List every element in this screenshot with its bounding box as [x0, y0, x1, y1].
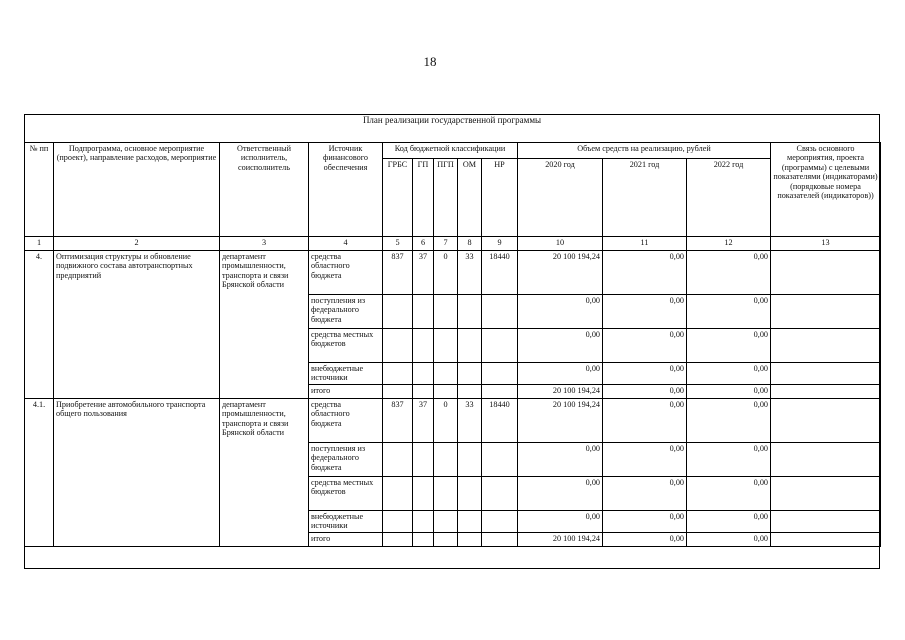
header-executor: Ответственный исполнитель, соисполнитель	[220, 143, 309, 237]
amount-2020: 0,00	[518, 511, 603, 533]
column-number: 1	[25, 237, 54, 251]
amount-2021: 0,00	[603, 443, 687, 477]
grbs-cell	[383, 329, 413, 363]
gp-cell	[413, 533, 434, 547]
gp-cell: 37	[413, 399, 434, 443]
gp-cell	[413, 511, 434, 533]
grbs-cell	[383, 511, 413, 533]
amount-2020: 0,00	[518, 477, 603, 511]
header-om: ОМ	[458, 159, 482, 237]
header-volume: Объем средств на реализацию, рублей	[518, 143, 771, 159]
gp-cell	[413, 385, 434, 399]
grbs-cell	[383, 295, 413, 329]
page-number: 18	[423, 54, 437, 69]
source-cell: поступления из федерального бюджета	[309, 443, 383, 477]
source-cell: внебюджетные источники	[309, 511, 383, 533]
link-cell	[771, 295, 881, 329]
np-cell	[482, 329, 518, 363]
om-cell	[458, 295, 482, 329]
grbs-cell	[383, 443, 413, 477]
pgp-cell	[434, 363, 458, 385]
amount-2021: 0,00	[603, 511, 687, 533]
amount-2021: 0,00	[603, 477, 687, 511]
pgp-cell: 0	[434, 399, 458, 443]
column-number: 8	[458, 237, 482, 251]
header-2021: 2021 год	[603, 159, 687, 237]
header-grbs: ГРБС	[383, 159, 413, 237]
plan-table	[24, 142, 881, 547]
column-number: 4	[309, 237, 383, 251]
amount-2021: 0,00	[603, 251, 687, 295]
pgp-cell: 0	[434, 251, 458, 295]
column-number-row	[25, 237, 881, 251]
amount-2020: 0,00	[518, 329, 603, 363]
executor-cell: департамент промышленности, транспорта и связи Брянской области	[220, 251, 309, 399]
amount-2022: 0,00	[687, 295, 771, 329]
header-program: Подпрограмма, основное мероприятие (проект), направление расходов, мероприятие	[54, 143, 220, 237]
om-cell	[458, 363, 482, 385]
grbs-cell	[383, 385, 413, 399]
amount-2020: 0,00	[518, 363, 603, 385]
amount-2022: 0,00	[687, 251, 771, 295]
plan-body	[25, 251, 881, 547]
column-number: 11	[603, 237, 687, 251]
np-cell	[482, 363, 518, 385]
amount-2022: 0,00	[687, 385, 771, 399]
np-cell	[482, 533, 518, 547]
header-pgp: ПГП	[434, 159, 458, 237]
column-number: 12	[687, 237, 771, 251]
link-cell	[771, 511, 881, 533]
source-cell: поступления из федерального бюджета	[309, 295, 383, 329]
amount-2021: 0,00	[603, 295, 687, 329]
link-cell	[771, 533, 881, 547]
program-name: Приобретение автомобильного транспорта общего пользования	[54, 399, 220, 547]
np-cell	[482, 443, 518, 477]
link-cell	[771, 363, 881, 385]
program-name: Оптимизация структуры и обновление подвижного состава автотранспортных предприятий	[54, 251, 220, 399]
source-cell: итого	[309, 533, 383, 547]
np-cell: 18440	[482, 251, 518, 295]
amount-2022: 0,00	[687, 399, 771, 443]
om-cell: 33	[458, 251, 482, 295]
amount-2020: 20 100 194,24	[518, 385, 603, 399]
link-cell	[771, 251, 881, 295]
gp-cell	[413, 443, 434, 477]
grbs-cell: 837	[383, 399, 413, 443]
source-cell: итого	[309, 385, 383, 399]
source-cell: средства областного бюджета	[309, 399, 383, 443]
grbs-cell: 837	[383, 251, 413, 295]
column-number: 10	[518, 237, 603, 251]
grbs-cell	[383, 533, 413, 547]
row-number: 4.1.	[25, 399, 54, 547]
header-2022: 2022 год	[687, 159, 771, 237]
source-cell: внебюджетные источники	[309, 363, 383, 385]
column-number: 9	[482, 237, 518, 251]
column-number: 13	[771, 237, 881, 251]
link-cell	[771, 399, 881, 443]
header-gp: ГП	[413, 159, 434, 237]
pgp-cell	[434, 533, 458, 547]
column-number: 3	[220, 237, 309, 251]
source-cell: средства местных бюджетов	[309, 329, 383, 363]
link-cell	[771, 443, 881, 477]
np-cell	[482, 511, 518, 533]
gp-cell	[413, 329, 434, 363]
amount-2022: 0,00	[687, 511, 771, 533]
amount-2022: 0,00	[687, 329, 771, 363]
amount-2021: 0,00	[603, 363, 687, 385]
header-2020: 2020 год	[518, 159, 603, 237]
link-cell	[771, 477, 881, 511]
amount-2021: 0,00	[603, 385, 687, 399]
gp-cell: 37	[413, 251, 434, 295]
link-cell	[771, 329, 881, 363]
om-cell	[458, 385, 482, 399]
om-cell	[458, 511, 482, 533]
amount-2022: 0,00	[687, 363, 771, 385]
pgp-cell	[434, 477, 458, 511]
pgp-cell	[434, 443, 458, 477]
amount-2021: 0,00	[603, 399, 687, 443]
amount-2020: 20 100 194,24	[518, 251, 603, 295]
np-cell	[482, 477, 518, 511]
column-number: 2	[54, 237, 220, 251]
header-link: Связь основного мероприятия, проекта (программы) с целевыми показателями (индикаторами) (порядковые номера показателей (индикаторов))	[771, 143, 881, 237]
gp-cell	[413, 295, 434, 329]
om-cell	[458, 533, 482, 547]
source-cell: средства местных бюджетов	[309, 477, 383, 511]
pgp-cell	[434, 385, 458, 399]
gp-cell	[413, 477, 434, 511]
amount-2022: 0,00	[687, 533, 771, 547]
pgp-cell	[434, 295, 458, 329]
table-row	[25, 399, 881, 443]
column-number: 5	[383, 237, 413, 251]
np-cell: 18440	[482, 399, 518, 443]
np-cell	[482, 385, 518, 399]
column-number: 6	[413, 237, 434, 251]
om-cell: 33	[458, 399, 482, 443]
row-number: 4.	[25, 251, 54, 399]
pgp-cell	[434, 511, 458, 533]
header-budget-code: Код бюджетной классификации	[383, 143, 518, 159]
amount-2020: 20 100 194,24	[518, 399, 603, 443]
om-cell	[458, 329, 482, 363]
table-title: План реализации государственной программы	[362, 115, 542, 125]
amount-2020: 0,00	[518, 295, 603, 329]
source-cell: средства областного бюджета	[309, 251, 383, 295]
pgp-cell	[434, 329, 458, 363]
table-row	[25, 251, 881, 295]
grbs-cell	[383, 477, 413, 511]
amount-2020: 0,00	[518, 443, 603, 477]
om-cell	[458, 443, 482, 477]
amount-2021: 0,00	[603, 533, 687, 547]
link-cell	[771, 385, 881, 399]
amount-2020: 20 100 194,24	[518, 533, 603, 547]
grbs-cell	[383, 363, 413, 385]
header-np: НР	[482, 159, 518, 237]
amount-2021: 0,00	[603, 329, 687, 363]
header-source: Источник финансового обеспечения	[309, 143, 383, 237]
executor-cell: департамент промышленности, транспорта и связи Брянской области	[220, 399, 309, 547]
om-cell	[458, 477, 482, 511]
header-num: № пп	[25, 143, 54, 237]
amount-2022: 0,00	[687, 443, 771, 477]
np-cell	[482, 295, 518, 329]
amount-2022: 0,00	[687, 477, 771, 511]
column-number: 7	[434, 237, 458, 251]
gp-cell	[413, 363, 434, 385]
